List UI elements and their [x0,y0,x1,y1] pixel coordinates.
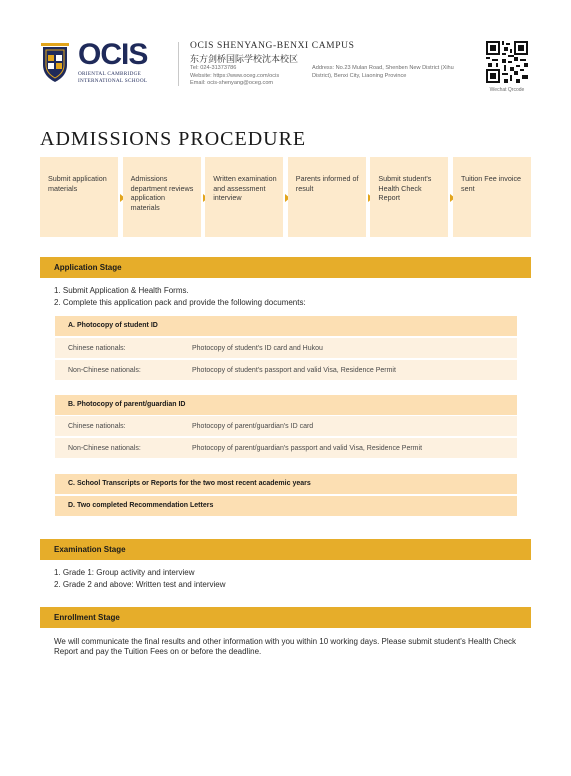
doc-table-b-header: B. Photocopy of parent/guardian ID [55,395,517,415]
logo-subtitle: ORIENTAL CAMBRIDGE INTERNATIONAL SCHOOL [78,71,148,84]
page-header [0,0,571,100]
step-5: Submit student's Health Check Report [370,157,448,237]
examination-list [54,567,226,590]
application-stage-header: Application Stage [40,257,531,278]
list-item: 2. Grade 2 and above: Written test and interview [54,579,226,589]
list-item: 2. Complete this application pack and provide the following documents: [54,297,306,307]
tel-text: Tel: 024-31373786 [190,65,237,71]
step-2: Admissions department reviews application materials [123,157,201,237]
address-text: Address: No.23 Mulan Road, Shenben New District (Xihu District), Benxi City, Liaoning Province [312,65,454,79]
email-text: Email: ocis-shenyang@oceg.com [190,80,274,87]
qr-label: Wechat Qrcode [489,87,525,93]
enrollment-stage-header: Enrollment Stage [40,607,531,628]
header-divider [178,42,179,86]
table-row: Non-Chinese nationals: Photocopy of student's passport and valid Visa, Residence Permit [55,360,517,380]
contact-info [190,65,279,88]
page-title: ADMISSIONS PROCEDURE [40,128,307,150]
process-steps [40,157,531,237]
step-1: Submit application materials [40,157,118,237]
enrollment-text: We will communicate the final results and other information with you within 10 working days. Please submit student's Health Check Report and pay the Tuition Fees on or before the deadline. [54,637,517,656]
school-crest-logo [40,43,70,83]
campus-name-en: OCIS SHENYANG-BENXI CAMPUS [190,41,355,51]
table-row: Chinese nationals: Photocopy of parent/guardian's ID card [55,416,517,436]
step-3: Written examination and assessment interview [205,157,283,237]
wechat-qr-code [486,41,528,83]
campus-name-cn: 东方剑桥国际学校沈本校区 [190,55,299,65]
website-text: Website: https://www.oceg.com/ocis [190,72,280,79]
application-steps-list [54,285,306,308]
list-item: 1. Submit Application & Health Forms. [54,286,189,295]
step-4: Parents informed of result [288,157,366,237]
table-row: Chinese nationals: Photocopy of student's ID card and Hukou [55,338,517,358]
doc-c-header: C. School Transcripts or Reports for the two most recent academic years [55,474,517,494]
doc-d-header: D. Two completed Recommendation Letters [55,496,517,516]
examination-stage-header: Examination Stage [40,539,531,560]
step-6: Tuition Fee invoice sent [453,157,531,237]
table-row: Non-Chinese nationals: Photocopy of parent/guardian's passport and valid Visa, Residence Permit [55,438,517,458]
list-item: 1. Grade 1: Group activity and interview [54,568,195,577]
ocis-logo-wordmark: OCIS [78,38,148,71]
doc-table-a-header: A. Photocopy of student ID [55,316,517,336]
